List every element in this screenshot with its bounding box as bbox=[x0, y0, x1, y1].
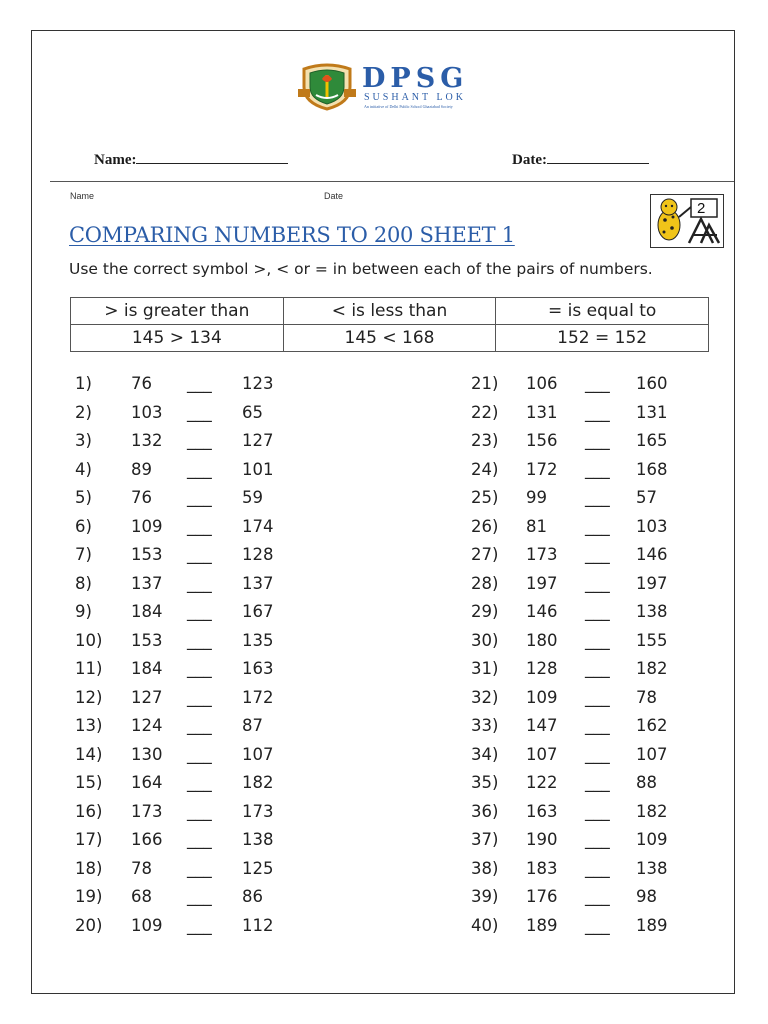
answer-blank[interactable]: ___ bbox=[585, 659, 610, 678]
first-number: 147 bbox=[526, 716, 558, 735]
question-number: 14) bbox=[75, 744, 103, 764]
question-number: 8) bbox=[75, 573, 92, 593]
first-number: 184 bbox=[131, 602, 163, 621]
first-number: 189 bbox=[526, 915, 558, 935]
question-number: 37) bbox=[471, 830, 499, 849]
question-number: 33) bbox=[471, 716, 499, 735]
question-number: 4) bbox=[75, 459, 92, 479]
question-number: 5) bbox=[75, 488, 92, 507]
answer-blank[interactable]: ___ bbox=[585, 516, 610, 536]
question-number: 15) bbox=[75, 773, 103, 792]
first-number: 124 bbox=[131, 716, 163, 735]
answer-blank[interactable]: ___ bbox=[187, 915, 212, 935]
second-number: 107 bbox=[636, 744, 668, 764]
answer-blank[interactable]: ___ bbox=[187, 744, 212, 764]
answer-blank[interactable]: ___ bbox=[585, 744, 610, 764]
second-number: 101 bbox=[242, 459, 274, 479]
second-number: 65 bbox=[242, 402, 263, 422]
first-number: 81 bbox=[526, 516, 547, 536]
question-number: 13) bbox=[75, 716, 103, 735]
first-number: 132 bbox=[131, 431, 163, 450]
answer-blank[interactable]: ___ bbox=[187, 659, 212, 678]
second-number: 137 bbox=[242, 573, 274, 593]
header-divider bbox=[50, 181, 734, 182]
key-example-row bbox=[71, 325, 709, 352]
worksheet-page bbox=[31, 30, 735, 994]
second-number: 57 bbox=[636, 488, 657, 507]
first-number: 109 bbox=[131, 516, 163, 536]
school-crest-icon bbox=[296, 63, 358, 111]
answer-blank[interactable]: ___ bbox=[585, 602, 610, 621]
second-number: 146 bbox=[636, 545, 668, 564]
first-number: 107 bbox=[526, 744, 558, 764]
second-number: 172 bbox=[242, 687, 274, 707]
first-number: 173 bbox=[131, 801, 163, 821]
question-number: 3) bbox=[75, 431, 92, 450]
answer-blank[interactable]: ___ bbox=[585, 687, 610, 707]
second-number: 165 bbox=[636, 431, 668, 450]
key-equal-to: = is equal to bbox=[496, 298, 709, 325]
second-number: 127 bbox=[242, 431, 274, 450]
second-number: 160 bbox=[636, 374, 668, 393]
answer-blank[interactable]: ___ bbox=[187, 801, 212, 821]
question-number: 28) bbox=[471, 573, 499, 593]
logo-subtitle: SUSHANT LOK bbox=[364, 92, 466, 103]
second-number: 163 bbox=[242, 659, 274, 678]
math-badge bbox=[650, 194, 724, 248]
first-number: 131 bbox=[526, 402, 558, 422]
second-number: 138 bbox=[242, 830, 274, 849]
question-number: 2) bbox=[75, 402, 92, 422]
first-number: 146 bbox=[526, 602, 558, 621]
worksheet-instructions: Use the correct symbol >, < or = in between each of the pairs of numbers. bbox=[69, 260, 653, 278]
first-number: 128 bbox=[526, 659, 558, 678]
answer-blank[interactable]: ___ bbox=[187, 687, 212, 707]
question-number: 38) bbox=[471, 858, 499, 878]
first-number: 172 bbox=[526, 459, 558, 479]
first-number: 153 bbox=[131, 545, 163, 564]
cat-mascot-icon bbox=[651, 195, 723, 247]
answer-blank[interactable]: ___ bbox=[187, 602, 212, 621]
key-header-row bbox=[71, 298, 709, 325]
question-number: 35) bbox=[471, 773, 499, 792]
symbol-key-table bbox=[70, 297, 709, 352]
answer-blank[interactable]: ___ bbox=[187, 716, 212, 735]
question-number: 34) bbox=[471, 744, 499, 764]
answer-blank[interactable]: ___ bbox=[585, 402, 610, 422]
second-number: 131 bbox=[636, 402, 668, 422]
answer-blank[interactable]: ___ bbox=[585, 459, 610, 479]
second-number: 86 bbox=[242, 887, 263, 906]
second-number: 138 bbox=[636, 602, 668, 621]
first-number: 103 bbox=[131, 402, 163, 422]
question-number: 18) bbox=[75, 858, 103, 878]
first-number: 109 bbox=[131, 915, 163, 935]
answer-blank[interactable]: ___ bbox=[585, 858, 610, 878]
answer-blank[interactable]: ___ bbox=[585, 716, 610, 735]
key-less-than: < is less than bbox=[283, 298, 496, 325]
question-number: 1) bbox=[75, 374, 92, 393]
answer-blank[interactable]: ___ bbox=[187, 773, 212, 792]
first-number: 127 bbox=[131, 687, 163, 707]
badge-number: 2 bbox=[697, 200, 706, 217]
question-number: 6) bbox=[75, 516, 92, 536]
first-number: 197 bbox=[526, 573, 558, 593]
second-number: 173 bbox=[242, 801, 274, 821]
first-number: 76 bbox=[131, 374, 152, 393]
second-number: 87 bbox=[242, 716, 263, 735]
second-number: 125 bbox=[242, 858, 274, 878]
answer-blank[interactable]: ___ bbox=[585, 488, 610, 507]
question-number: 20) bbox=[75, 915, 103, 935]
question-number: 11) bbox=[75, 659, 103, 678]
first-number: 180 bbox=[526, 630, 558, 650]
date-blank-line[interactable] bbox=[547, 151, 649, 164]
first-number: 190 bbox=[526, 830, 558, 849]
question-number: 31) bbox=[471, 659, 499, 678]
second-number: 162 bbox=[636, 716, 668, 735]
first-number: 184 bbox=[131, 659, 163, 678]
second-number: 155 bbox=[636, 630, 668, 650]
answer-blank[interactable]: ___ bbox=[585, 431, 610, 450]
answer-blank[interactable]: ___ bbox=[187, 887, 212, 906]
school-logo bbox=[296, 63, 496, 113]
first-number: 183 bbox=[526, 858, 558, 878]
second-number: 182 bbox=[636, 801, 668, 821]
worksheet-title: COMPARING NUMBERS TO 200 SHEET 1 bbox=[69, 223, 515, 247]
second-number: 59 bbox=[242, 488, 263, 507]
first-number: 153 bbox=[131, 630, 163, 650]
answer-blank[interactable]: ___ bbox=[187, 516, 212, 536]
first-number: 122 bbox=[526, 773, 558, 792]
second-number: 107 bbox=[242, 744, 274, 764]
first-number: 130 bbox=[131, 744, 163, 764]
second-number: 98 bbox=[636, 887, 657, 906]
first-number: 68 bbox=[131, 887, 152, 906]
second-number: 88 bbox=[636, 773, 657, 792]
name-field[interactable] bbox=[94, 151, 288, 169]
answer-blank[interactable]: ___ bbox=[585, 915, 610, 935]
name-label: Name: bbox=[94, 152, 137, 168]
date-label: Date: bbox=[512, 152, 547, 168]
first-number: 99 bbox=[526, 488, 547, 507]
example-greater-than: 145 > 134 bbox=[71, 325, 284, 352]
first-number: 78 bbox=[131, 858, 152, 878]
question-number: 23) bbox=[471, 431, 499, 450]
answer-blank[interactable]: ___ bbox=[187, 402, 212, 422]
first-number: 109 bbox=[526, 687, 558, 707]
second-number: 135 bbox=[242, 630, 274, 650]
question-number: 19) bbox=[75, 887, 103, 906]
question-number: 12) bbox=[75, 687, 103, 707]
question-number: 10) bbox=[75, 630, 103, 650]
question-number: 29) bbox=[471, 602, 499, 621]
answer-blank[interactable]: ___ bbox=[187, 459, 212, 479]
answer-blank[interactable]: ___ bbox=[187, 573, 212, 593]
first-number: 76 bbox=[131, 488, 152, 507]
worksheet-name-label: Name bbox=[70, 191, 95, 201]
question-number: 32) bbox=[471, 687, 499, 707]
question-number: 21) bbox=[471, 374, 499, 393]
answer-blank[interactable]: ___ bbox=[585, 801, 610, 821]
question-number: 17) bbox=[75, 830, 103, 849]
second-number: 103 bbox=[636, 516, 668, 536]
first-number: 156 bbox=[526, 431, 558, 450]
question-number: 30) bbox=[471, 630, 499, 650]
second-number: 123 bbox=[242, 374, 274, 393]
answer-blank[interactable]: ___ bbox=[585, 887, 610, 906]
question-number: 36) bbox=[471, 801, 499, 821]
question-number: 7) bbox=[75, 545, 92, 564]
first-number: 137 bbox=[131, 573, 163, 593]
second-number: 197 bbox=[636, 573, 668, 593]
example-equal-to: 152 = 152 bbox=[496, 325, 709, 352]
second-number: 174 bbox=[242, 516, 274, 536]
answer-blank[interactable]: ___ bbox=[585, 573, 610, 593]
date-field[interactable] bbox=[512, 151, 649, 169]
first-number: 106 bbox=[526, 374, 558, 393]
question-number: 27) bbox=[471, 545, 499, 564]
question-number: 24) bbox=[471, 459, 499, 479]
worksheet-date-label: Date bbox=[324, 191, 344, 201]
example-less-than: 145 < 168 bbox=[283, 325, 496, 352]
first-number: 176 bbox=[526, 887, 558, 906]
answer-blank[interactable]: ___ bbox=[187, 830, 212, 849]
question-number: 25) bbox=[471, 488, 499, 507]
answer-blank[interactable]: ___ bbox=[187, 374, 212, 393]
question-number: 16) bbox=[75, 801, 103, 821]
first-number: 166 bbox=[131, 830, 163, 849]
second-number: 138 bbox=[636, 858, 668, 878]
second-number: 109 bbox=[636, 830, 668, 849]
second-number: 182 bbox=[636, 659, 668, 678]
second-number: 78 bbox=[636, 687, 657, 707]
first-number: 163 bbox=[526, 801, 558, 821]
second-number: 112 bbox=[242, 915, 274, 935]
answer-blank[interactable]: ___ bbox=[585, 630, 610, 650]
answer-blank[interactable]: ___ bbox=[585, 374, 610, 393]
answer-blank[interactable]: ___ bbox=[585, 773, 610, 792]
question-number: 40) bbox=[471, 915, 499, 935]
logo-tagline: An initiative of Delhi Public School Ghaziabad Society bbox=[364, 104, 453, 109]
second-number: 189 bbox=[636, 915, 668, 935]
answer-blank[interactable]: ___ bbox=[187, 545, 212, 564]
question-number: 26) bbox=[471, 516, 499, 536]
key-greater-than: > is greater than bbox=[71, 298, 284, 325]
question-number: 39) bbox=[471, 887, 499, 906]
logo-wordmark: DPSG bbox=[362, 63, 469, 94]
first-number: 89 bbox=[131, 459, 152, 479]
second-number: 168 bbox=[636, 459, 668, 479]
second-number: 182 bbox=[242, 773, 274, 792]
answer-blank[interactable]: ___ bbox=[187, 488, 212, 507]
question-number: 9) bbox=[75, 602, 92, 621]
question-number: 22) bbox=[471, 402, 499, 422]
answer-blank[interactable]: ___ bbox=[187, 858, 212, 878]
answer-blank[interactable]: ___ bbox=[187, 630, 212, 650]
name-blank-line[interactable] bbox=[136, 151, 288, 164]
second-number: 128 bbox=[242, 545, 274, 564]
answer-blank[interactable]: ___ bbox=[187, 431, 212, 450]
answer-blank[interactable]: ___ bbox=[585, 545, 610, 564]
answer-blank[interactable]: ___ bbox=[585, 830, 610, 849]
first-number: 173 bbox=[526, 545, 558, 564]
second-number: 167 bbox=[242, 602, 274, 621]
first-number: 164 bbox=[131, 773, 163, 792]
